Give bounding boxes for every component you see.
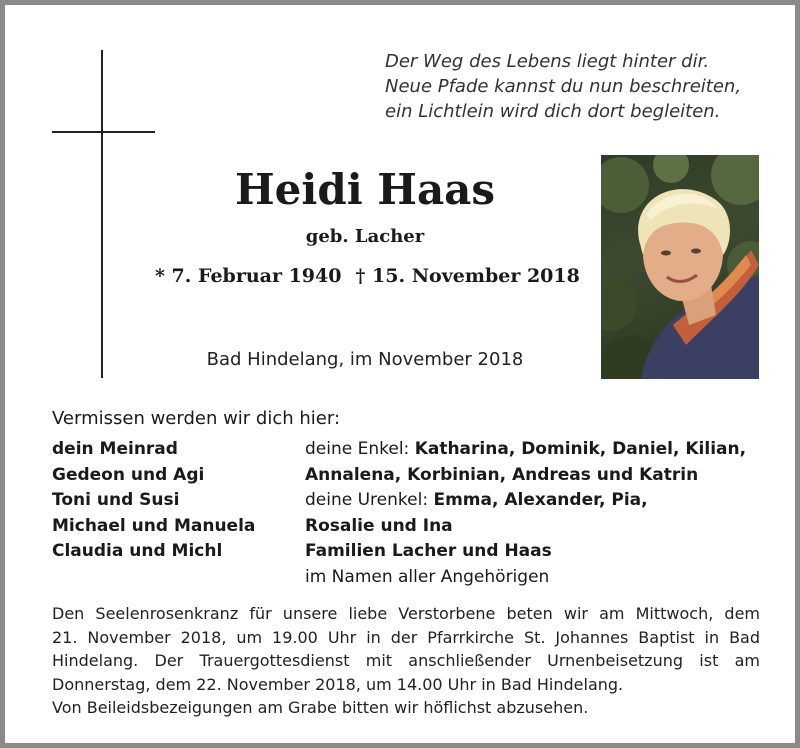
death-date: † 15. November 2018	[355, 265, 580, 287]
notice-line: Donnerstag, dem 22. November 2018, um 14.00 Uhr in Bad Hindelang.	[52, 674, 624, 694]
place-and-date: Bad Hindelang, im November 2018	[206, 349, 524, 370]
portrait-illustration	[601, 155, 759, 379]
life-dates	[155, 264, 580, 288]
poem-line: Neue Pfade kannst du nun beschreiten,	[385, 76, 742, 97]
mourner-entry: Claudia und Michl	[52, 541, 223, 561]
poem	[385, 49, 765, 124]
grandchildren-names: Katharina, Dominik, Daniel, Kilian,	[414, 439, 747, 459]
great-grandchildren-names: Emma, Alexander, Pia,	[433, 490, 648, 510]
closing-line: im Namen aller Angehörigen	[305, 566, 550, 587]
deceased-name: Heidi Haas	[234, 165, 496, 214]
grandchildren-line	[305, 437, 775, 463]
mourner-entry: Michael und Manuela	[52, 515, 256, 536]
mourner-entry: Gedeon und Agi	[52, 464, 205, 485]
mourner-entry: dein Meinrad	[52, 439, 178, 459]
families: Familien Lacher und Haas	[305, 541, 552, 561]
portrait-photo	[601, 155, 759, 379]
poem-line: ein Lichtlein wird dich dort begleiten.	[385, 101, 721, 122]
mourners-left-column	[52, 437, 292, 565]
great-grandchildren-names-cont: Rosalie und Ina	[305, 515, 453, 536]
notice-line: Den Seelenrosenkranz für unsere liebe Verstorbene beten wir am Mittwoch, dem	[52, 604, 760, 623]
cross-vertical-bar	[101, 50, 103, 378]
great-grandchildren-label: deine Urenkel:	[305, 490, 429, 510]
great-grandchildren-line	[305, 488, 775, 514]
poem-line: Der Weg des Lebens liegt hinter dir.	[385, 51, 710, 72]
notice-line: Hindelang. Der Trauergottesdienst mit anschließender Urnenbeisetzung ist am	[52, 651, 760, 670]
cross-horizontal-bar	[52, 131, 155, 133]
mourners-intro: Vermissen werden wir dich hier:	[52, 408, 341, 429]
grandchildren-label: deine Enkel:	[305, 439, 410, 459]
funeral-notice	[52, 602, 760, 720]
birth-date: * 7. Februar 1940	[155, 265, 342, 287]
notice-line: Von Beileidsbezeigungen am Grabe bitten wir höflichst abzusehen.	[52, 698, 589, 717]
notice-line: 21. November 2018, um 19.00 Uhr in der Pfarrkirche St. Johannes Baptist in Bad	[52, 627, 760, 647]
mourner-entry: Toni und Susi	[52, 490, 180, 510]
mourners-right-column	[305, 437, 775, 590]
maiden-name: geb. Lacher	[305, 226, 425, 247]
grandchildren-names-cont: Annalena, Korbinian, Andreas und Katrin	[305, 464, 699, 485]
